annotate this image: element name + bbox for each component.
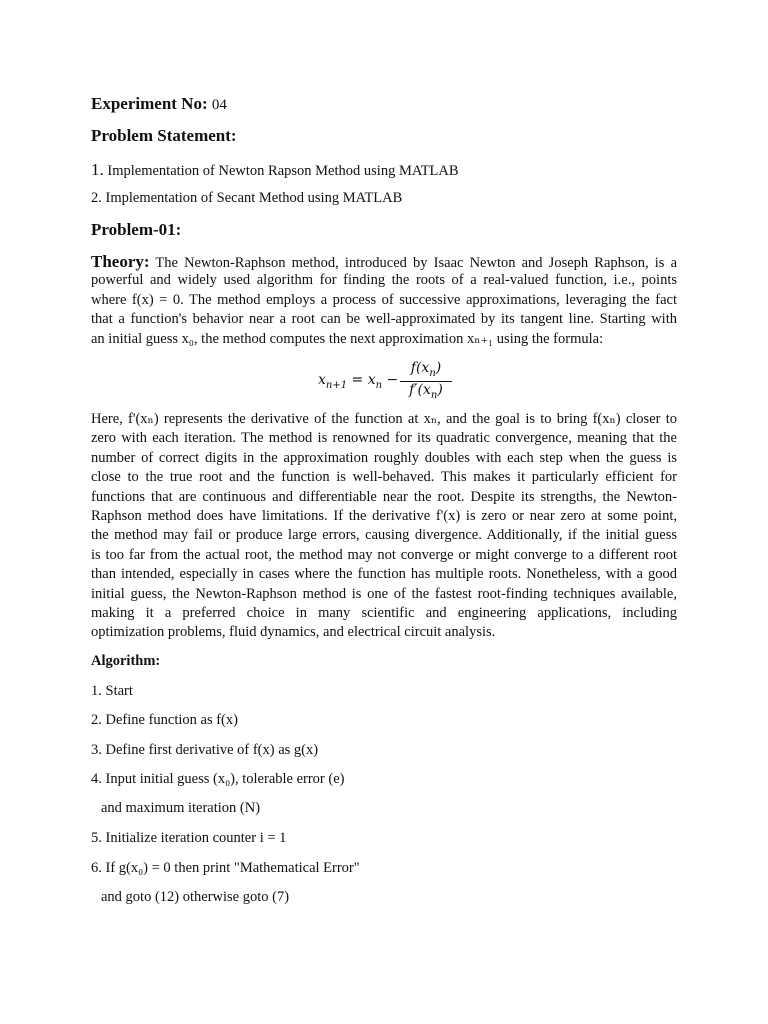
newton-raphson-formula (318, 360, 458, 402)
theory-line: where f(x) = 0. The method employs a process of successive approximations, leveraging the fact (91, 291, 677, 308)
experiment-heading (91, 94, 227, 114)
problem-item-1-text: Implementation of Newton Rapson Method using MATLAB (107, 163, 459, 179)
explanation-line: initial guess, the Newton-Raphson method is one of the fastest root-finding techniques available, (91, 585, 677, 602)
explanation-line: zero with each iteration. The method is renowned for its quadratic convergence, meaning that the (91, 430, 677, 447)
explanation-line: than intended, especially in cases where the function has multiple roots. Nonetheless, with a good (91, 566, 677, 583)
formula-numerator: $f(x_n)$ (410, 360, 442, 379)
explanation-line: the method may fail or produce large errors, causing divergence. Additionally, if the initial guess (91, 527, 677, 544)
problem-item-1-number: 1. (91, 160, 104, 179)
algorithm-step: 5. Initialize iteration counter i = 1 (91, 830, 287, 846)
problem-statement-heading: Problem Statement: (91, 126, 237, 145)
problem-item-1 (91, 160, 459, 180)
experiment-number: 04 (211, 97, 227, 113)
algorithm-step: 6. If g(x₀) = 0 then print "Mathematical Error" (91, 860, 360, 876)
theory-line: Theory: The Newton-Raphson method, introduced by Isaac Newton and Joseph Raphson, is a (91, 252, 677, 271)
theory-line: powerful and widely used algorithm for finding the roots of a real-valued function, i.e., points (91, 272, 677, 289)
theory-paragraph (91, 252, 677, 349)
theory-line: that a function's behavior near a root can be well-approximated by its tangent line. Starting with (91, 311, 677, 328)
algorithm-step-continuation: and maximum iteration (N) (101, 800, 261, 816)
algorithm-step: 2. Define function as f(x) (91, 712, 238, 728)
explanation-line: Here, f'(xₙ) represents the derivative of the function at xₙ, and the goal is to bring f(xₙ) closer to (91, 411, 677, 427)
problem-item-2-text: Implementation of Secant Method using MATLAB (105, 190, 403, 206)
algorithm-heading: Algorithm: (91, 653, 161, 669)
explanation-line: close to the true root and the function is well-behaved. This makes it particularly efficient for (91, 469, 677, 486)
explanation-line: is too far from the actual root, the method may not converge or might converge to a different root (91, 546, 677, 563)
explanation-line: number of correct digits in the approximation roughly doubles with each step when the guess is (91, 449, 677, 466)
explanation-line: Raphson method does have limitations. If the derivative f'(x) is zero or near zero at some point, (91, 507, 677, 524)
explanation-paragraph (91, 410, 677, 643)
problem-item-2 (91, 190, 402, 207)
explanation-line: making it a preferred choice in many scientific and engineering applications, including (91, 604, 677, 621)
algorithm-step: 4. Input initial guess (x₀), tolerable error (e) (91, 771, 345, 787)
problem-item-2-number: 2. (91, 190, 102, 206)
algorithm-step: 1. Start (91, 683, 133, 699)
explanation-line: functions that are continuous and differentiable near the root. Despite its strengths, the Newton- (91, 488, 677, 505)
formula-lhs: $x_{n+1} = x_n$ − (318, 372, 399, 391)
algorithm-step-continuation: and goto (12) otherwise goto (7) (101, 889, 290, 905)
algorithm-step: 3. Define first derivative of f(x) as g(x) (91, 742, 319, 758)
theory-line: an initial guess x₀, the method computes the next approximation xₙ₊₁ using the formula: (91, 330, 604, 347)
formula-denominator: $f'(x_n)$ (409, 382, 443, 401)
explanation-line: optimization problems, fluid dynamics, and electrical circuit analysis. (91, 624, 496, 641)
experiment-label: Experiment No: (91, 94, 208, 113)
theory-label: Theory: (91, 252, 150, 271)
problem-01-heading: Problem-01: (91, 220, 182, 239)
